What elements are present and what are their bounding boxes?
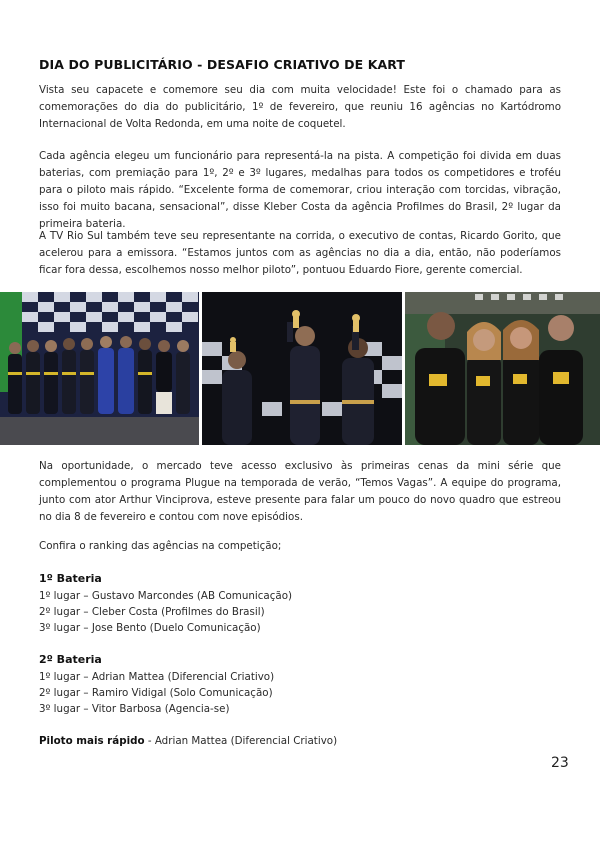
photo-team-tshirts	[405, 292, 600, 445]
heat-1-third-place: 3º lugar – Jose Bento (Duelo Comunicação)	[39, 622, 261, 634]
paragraph-competition: Cada agência elegeu um funcionário para representá-la na pista. A competição foi divida em duas baterias, com premiação para 1º, 2º e 3º lugares, medalhas para todos os competidores e troféu para o piloto mais rápido. “Excelente forma de comemorar, criou interação com torcidas, vibração, isso foi muito bacana, sensacional”, disse Kleber Costa da agência Profilmes do Brasil, 2º lugar da primeira bateria.	[39, 150, 561, 230]
paragraph-temos-vagas: Na oportunidade, o mercado teve acesso exclusivo às primeiras cenas da mini série que complementou o programa Plugue na temporada de verão, “Temos Vagas”. A equipe do programa, junto com ator Arthur Vinciprova, esteve presente para falar um pouco do novo quadro que estreou no dia 8 de fevereiro e contou com nove episódios.	[39, 460, 561, 523]
photo-strip	[0, 292, 600, 445]
heat-2-third-place: 3º lugar – Vitor Barbosa (Agencia-se)	[39, 703, 230, 715]
heat-1-title: 1º Bateria	[39, 572, 102, 585]
fastest-driver	[39, 733, 337, 749]
heat-2-second-place: 2º lugar – Ramiro Vidigal (Solo Comunicação)	[39, 687, 273, 699]
paragraph-intro: Vista seu capacete e comemore seu dia com muita velocidade! Este foi o chamado para as comemorações do dia do publicitário, 1º de fevereiro, que reuniu 16 agências no Kartódromo Internacional de Volta Redonda, em uma noite de coquetel.	[39, 84, 561, 130]
article-title: DIA DO PUBLICITÁRIO - DESAFIO CRIATIVO DE KART	[39, 57, 406, 72]
heat-1-second-place: 2º lugar – Cleber Costa (Profilmes do Brasil)	[39, 606, 265, 618]
heat-2-first-place: 1º lugar – Adrian Mattea (Diferencial Criativo)	[39, 671, 275, 683]
photo-trophy-winners	[202, 292, 402, 445]
ranking-heat-2	[39, 652, 439, 717]
heat-1-first-place: 1º lugar – Gustavo Marcondes (AB Comunicação)	[39, 590, 293, 602]
paragraph-ranking-intro: Confira o ranking das agências na competição;	[39, 540, 282, 552]
photo-kart-team-group	[0, 292, 199, 445]
heat-2-title: 2º Bateria	[39, 653, 102, 666]
fastest-driver-label: Piloto mais rápido	[39, 735, 145, 747]
fastest-driver-value: - Adrian Mattea (Diferencial Criativo)	[144, 735, 338, 747]
page-number: 23	[551, 755, 569, 771]
ranking-heat-1	[39, 571, 439, 636]
paragraph-tv-rio-sul: A TV Rio Sul também teve seu representante na corrida, o executivo de contas, Ricardo Gorito, que acelerou para a emissora. “Estamos juntos com as agências no dia a dia, então, não poderíamos ficar fora dessa, escolhemos nosso melhor piloto”, pontuou Eduardo Fiore, gerente comercial.	[39, 230, 561, 276]
